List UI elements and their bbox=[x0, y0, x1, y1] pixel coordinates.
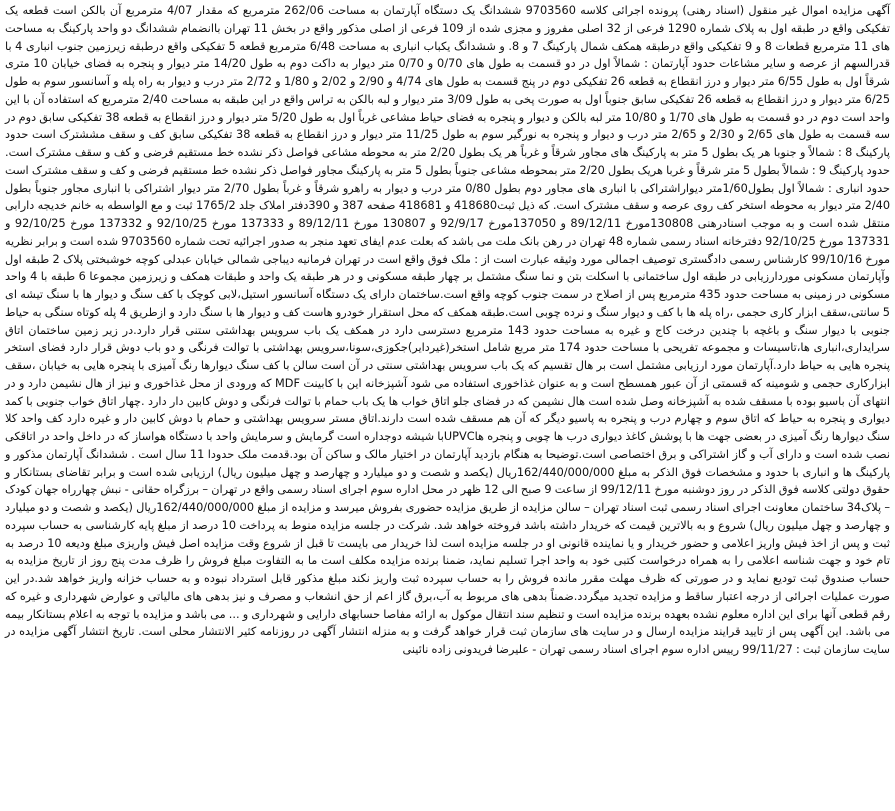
auction-notice-text: آگهی مزایده اموال غیر منقول (اسناد رهنی) پرونده اجرائی کلاسه 9703560 ششدانگ یک دستگاه آپارتمان به مساحت 262/06 مترمربع که مقدار 4/07 مترمربع آن بالکن است قطعه یک تفکیکی واقع در طبقه اول به پلاک شماره 1290 فرعی از 32 اصلی مفروز و مجزی شده از 109 فرعی از اصلی مذکور واقع در بخش 11 تهران باانضمام ششدانگ دو واحد پارکینگ به مساحت های 11 مترمربع قطعات 8 و 9 تفکیکی واقع درطبقه همکف شمال پارکینگ 7 و 8. و ششدانگ یکباب انباری به مساحت 6/48 مترمربع قطعه 5 تفکیکی واقع درطبقه زیرزمین جنوب انباری 4 با قدرالسهم از عرصه و سایر مشاعات حدود آپارتمان : شمالاً اول در دو قسمت به طول های 0/70 و 0/70 متر دیوار به داکت دوم به طول 14/20 متر دیوار و پنجره به فضای خیابان 10 متری شرقاً اول به طول 6/55 متر دیوار و درز انقطاع به قطعه 26 تفکیکی دوم در پنج قسمت به طول های 4/74 و 2/90 و 2/02 و 1/80 و 2/72 متر درب و دیوار به راه پله و آسانسور سوم به طول 6/25 متر دیوار و درز انقطاع به قطعه 26 تفکیکی سابق جنوباً اول به صورت پخی به طول 3/09 متر دیوار و لبه بالکن به تراس واقع در این طبقه به مساحت 2/40 مترمربع که استفاده آن با این واحد است دوم در دو قسمت به طول های 1/70 و 10/80 متر لبه بالکن و دیوار و پنجره به فضای حیاط مشاعی غرباً اول به طول 5/20 متر دیوار و درز انقطاع به قطعه 38 تفکیکی سابق دوم در سه قسمت به طول های 2/65 و 2/30 و 2/65 متر درب و دیوار و پنجره به نورگیر سوم به طول 11/25 متر دیوار و درز انقطاع به قطعه 38 تفکیکی سابق کف و سقف مششترک است حدود پارکینگ 8 : شمالاً و جنوبا هر یک بطول 5 متر به پارکینگ های مجاور شرقاً و غرباً هر یک بطول 2/20 متر به محوطه مشاعی فواصل ذکر نشده خط مستقیم فرضی و کف و سقف مشترک است. حدود پارکینگ 9 : شمالاً بطول 5 متر شرقاً و غربا هریک بطول 2/20 متر بمحوطه مشاعی جنوباً بطول 5 متر به پارکینگ مجاور فواصل ذکر نشده خط مستقیم فرضی و کف و سقف مشترک است حدود انباری : شمالاً اول بطول1/60متر دیواراشتراکی با انباری های مجاور دوم بطول 0/80 متر درب و دیوار به راهرو شرقاً و غرباً بطول 2/70 متر دیوار اشتراکی با انباری مجاور جنوباً بطول 2/40 متر دیوار به محوطه استخر کف روی عرصه و سقف مشترک است. که ذیل ثبت418680 و 418681 صفحه 387 و 390دفتر املاک جلد 1765/2 ثبت و مع الواسطه به خانم خدیجه دارابی منتقل شده است و به موجب اسنادرهنی 130808مورخ 89/12/11 و 137050مورخ 92/9/17 و 130807 مورخ 89/12/11 و 137333 مورخ 92/10/25 و 137332 مورخ 92/10/25 و 137331 مورخ 92/10/25 دفترخانه اسناد رسمی شماره 48 تهران در رهن بانک ملت می باشد که بعلت عدم ایفای تعهد منجر به صدور اجرائیه تحت شماره 9703560 شده است و برابر نظریه مورخ 99/10/16 کارشناس رسمی دادگستری توصیف اجمالی مورد وثیقه عبارت است از : ملک فوق واقع است در تهران فرمانیه دیباجی شمالی خیابان عبدلی کوچه خوشبختی پلاک 2 طبقه اول وآپارتمان مسکونی موردارزیابی در طبقه اول ساختمانی با اسکلت بتن و نما سنگ مشتمل بر چهار طبقه مسکونی و در هر طبقه یک واحد و طبقات همکف و زیرزمین مجموعا 6 طبقه با 4 واحد مسکونی در زمینی به مساحت حدود 435 مترمربع پس از اصلاح در سمت جنوب کوچه واقع است.ساختمان دارای یک دستگاه آسانسور استیل،لابی کوچک با کف سنگ و دیوار ها با سنگ تیشه ای 5 سانتی،سقف ابزار کاری حجمی ،راه پله ها با کف و دیوار سنگ و نرده چوبی است.طبقه همکف که محل استقرار خودرو هاست کف و دیوار ها با سنگ دارد و ازطریق 4 پله کوتاه سنگی به حیاط جنوبی با دیوار سنگ و باغچه با چندین درخت کاج و غیره به مساحت حدود 143 مترمربع دسترسی دارد در همکف یک باب سرویس بهداشتی ستنی قرار دارد.در زیر زمین ساختمان اتاق سرایداری،انباری ها،تاسیسات و مجموعه تفریحی با مساحت حدود 174 متر مربع شامل استخر(غیردایر)جکوزی،سونا،سرویس بهداشتی با توالت فرنگی و دو باب دوش قرار دارد فضای استخر پنجره هایی به حیاط دارد.آپارتمان مورد ارزیابی مشتمل است بر هال تقسیم که یک باب سرویس بهداشتی سنتی در آن است سالن با کف سنگ دیوارها رنگ آمیزی با پنجره هایی به خیابان ،سقف ابزارکاری حجمی و شومینه که قسمتی از آن عبور همسطح است و به عنوان غذاخوری استفاده می شود آشپزخانه این با کابینت MDF که ورودی از محل غذاخوری و نیز از هال نشیمن دارد و در انتهای آن باسیو بوده با مسقف شده به آشپزخانه وصل شده است هال نشیمن که در فضای جلو اتاق خواب ها یک باب حمام با توالت فرنگی و دوش کابین دار دارد .چهار اتاق خواب جنوبی با کمد دیواری و پنجره به حیاط که اتاق سوم و چهارم درب و پنجره به پاسیو دیگر که آن هم مسقف شده است دارند.اتاق مستر سرویس بهداشتی و حمام با دوش کابین دار و غیره دارد کف واحد کلا سنگ دیوارها رنگ آمیزی در بعضی جهت ها با پوشش کاغذ دیواری درب ها چوبی و پنجره هاUPVCبا شیشه دوجداره است گرمایش و سرمایش واحد با دستگاه هواساز که در داخل واحد در اتاقکی نصب شده است و دارای آب و گاز اشتراکی و برق اختصاصی است.توضیحا به هنگام بازدید آپارتمان در اختیار مالک و ساکن آن بود.قدمت ملک حدودا 11 سال است . ششدانگ آپارتمان مذکور و پارکینگ ها و انباری با حدود و مشخصات فوق الذکر به مبلغ 162/440/000/000ریال (یکصد و شصت و دو میلیارد و چهارصد و چهل میلیون ریال) ارزیابی شده است و برابر تقاضای بستانکار و حقوق دولتی کلاسه فوق الذکر در روز دوشنبه مورخ 99/12/11 از ساعت 9 صبح الی 12 ظهر در محل اداره سوم اجرای اسناد رسمی واقع در تهران – برزگراه حقانی - نبش چهارراه جهان کودک – پلاک34 ساختمان معاونت اجرای اسناد رسمی ثبت اسناد تهران – سالن مزایده از طریق مزایده حضوری بفروش میرسد و مزایده از مبلغ 162/440/000/000ریال (یکصد و شصت و دو میلیارد و چهارصد و چهل میلیون ریال) شروع و به بالاترین قیمت که خریدار داشته باشد فروخته خواهد شد. شرکت در جلسه مزایده منوط به پرداخت 10 درصد از مبلغ پایه کارشناسی به حساب سپرده ثبت و پس از اخذ فیش واریز اعلامی و حضور خریدار و یا نماینده قانونی او در جلسه مزایده است لذا خریدار می بایست تا قبل از شروع وقت مزایده اصل فیش واریزی مبلغ ودیعه 10 درصد به تام خود و جهت شناسه اعلامی را به همراه درخواست کتبی خود به واحد اجرا تسلیم نماید، ضمنا برنده مزایده مکلف است ما به التفاوت مبلغ فروش را ظرف مدت پنج روز از تاریخ مزایده به حساب صندوق ثبت تودیع نماید و در صورتی که ظرف مهلت مقرر مانده فروش را به حساب سپرده ثبت واریز نکند مبلغ مذکور قابل استرداد نبوده و به حساب خزانه واریز خواهد شد.در این صورت عملیات اجرائی از درجه اعتبار ساقط و مزایده تجدید میگردد.ضمناً بدهی های مربوط به آب،برق گاز اعم از حق انشعاب و مصرف و نیز بدهی های مالیاتی و عوارض شهرداری و غیره که رقم قطعی آنها برای این اداره معلوم نشده بعهده برنده مزایده است و تنظیم سند انتقال موکول به ارائه مفاصا حسابهای دارایی و شهرداری و ... می باشد و مزایده با توجه به اعلام بستانکار بیمه می باشد. این آگهی پس از تایید قرایند مزایده ارسال و در سایت های سازمان ثبت قرار خواهد گرفت و به منزله انتشار آگهی در روزنامه کثیر الانتشار محلی است. تاریخ انتشار آگهی مزایده در سایت سازمان ثبت : 99/11/27 رییس اداره سوم اجرای اسناد رسمی تهران - علیرضا فریدونی زاده نائینی bbox=[5, 4, 891, 656]
